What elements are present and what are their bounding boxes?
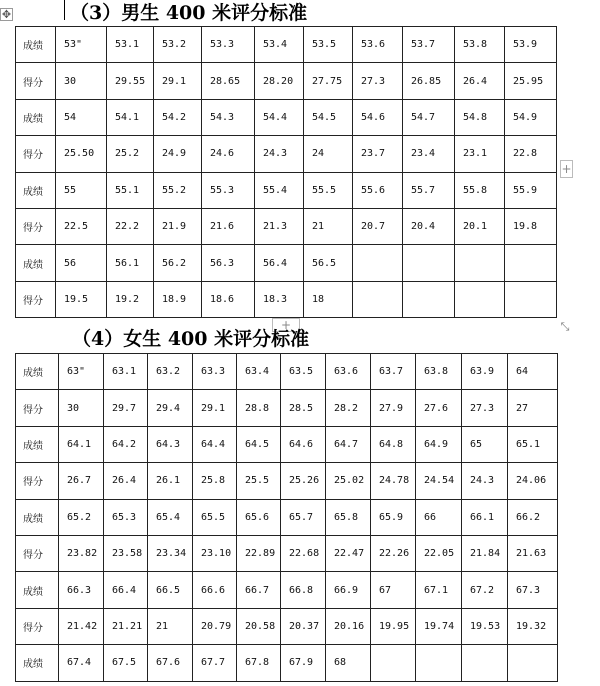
table-cell: 28.2 — [326, 390, 371, 426]
table-cell: 18.9 — [154, 281, 202, 317]
table-cell: 22.89 — [237, 535, 281, 571]
table-row — [16, 172, 557, 208]
row-label-cell: 得分 — [16, 390, 59, 426]
table-cell — [353, 245, 403, 281]
table-cell: 23.1 — [455, 136, 505, 172]
table-cell: 64.7 — [326, 426, 371, 462]
table-cell: 21 — [304, 208, 353, 244]
row-label-cell: 成绩 — [16, 354, 59, 390]
table-cell: 22.47 — [326, 535, 371, 571]
table-cell: 66.3 — [59, 572, 104, 608]
table-cell: 63.5 — [281, 354, 326, 390]
table-cell: 54 — [56, 99, 107, 135]
row-label-cell: 得分 — [16, 63, 56, 99]
table-cell: 66 — [416, 499, 462, 535]
table-row — [16, 99, 557, 135]
table-row — [16, 608, 558, 644]
table-move-handle-icon[interactable]: ✥ — [1, 8, 12, 21]
table-cell: 65.8 — [326, 499, 371, 535]
table-cell: 20.79 — [193, 608, 237, 644]
table-cell: 66.7 — [237, 572, 281, 608]
table-cell: 66.2 — [508, 499, 558, 535]
table-cell: 27.3 — [353, 63, 403, 99]
table-cell: 55.9 — [505, 172, 557, 208]
table-cell: 67.7 — [193, 645, 237, 681]
table-cell — [416, 645, 462, 681]
table-cell: 67.4 — [59, 645, 104, 681]
table-cell: 20.1 — [455, 208, 505, 244]
table-cell: 28.8 — [237, 390, 281, 426]
table-cell: 23.4 — [403, 136, 455, 172]
table-cell: 66.5 — [148, 572, 193, 608]
table-cell: 63.6 — [326, 354, 371, 390]
table-cell: 55.4 — [255, 172, 304, 208]
table-cell: 19.53 — [462, 608, 508, 644]
table-cell: 55.3 — [202, 172, 255, 208]
table-cell: 55.6 — [353, 172, 403, 208]
table-row — [16, 463, 558, 499]
table-cell: 64.4 — [193, 426, 237, 462]
table-cell: 56.5 — [304, 245, 353, 281]
table-cell: 26.85 — [403, 63, 455, 99]
table-row — [16, 63, 557, 99]
table-row — [16, 390, 558, 426]
table-cell: 25.2 — [107, 136, 154, 172]
row-label-cell: 成绩 — [16, 426, 59, 462]
table-cell: 30 — [59, 390, 104, 426]
table-cell: 53.9 — [505, 27, 557, 63]
table-row — [16, 426, 558, 462]
table-cell: 19.95 — [371, 608, 416, 644]
female-400m-score-table — [15, 353, 558, 682]
table-cell: 19.2 — [107, 281, 154, 317]
table-cell: 54.9 — [505, 99, 557, 135]
table-cell: 21.63 — [508, 535, 558, 571]
table-cell: 67.1 — [416, 572, 462, 608]
row-label-cell: 成绩 — [16, 572, 59, 608]
table-cell: 53.6 — [353, 27, 403, 63]
table-cell — [403, 281, 455, 317]
table-row — [16, 27, 557, 63]
table-cell: 23.7 — [353, 136, 403, 172]
table-cell: 20.58 — [237, 608, 281, 644]
table-cell: 19.5 — [56, 281, 107, 317]
table-cell: 65.4 — [148, 499, 193, 535]
table-cell: 24.3 — [255, 136, 304, 172]
table-cell: 25.26 — [281, 463, 326, 499]
table-row — [16, 645, 558, 681]
table-cell: 63.2 — [148, 354, 193, 390]
table-cell: 21 — [148, 608, 193, 644]
table-cell: 21.21 — [104, 608, 148, 644]
row-label-cell: 得分 — [16, 608, 59, 644]
table-cell: 21.6 — [202, 208, 255, 244]
table-cell: 67.2 — [462, 572, 508, 608]
table-cell: 23.58 — [104, 535, 148, 571]
table-cell: 63.7 — [371, 354, 416, 390]
table-cell: 27.75 — [304, 63, 353, 99]
table-cell: 65.5 — [193, 499, 237, 535]
table-cell: 53.7 — [403, 27, 455, 63]
table-cell: 66.8 — [281, 572, 326, 608]
table-cell: 30 — [56, 63, 107, 99]
table-row — [16, 281, 557, 317]
table-cell: 55.1 — [107, 172, 154, 208]
table-row — [16, 572, 558, 608]
table-cell: 20.4 — [403, 208, 455, 244]
row-label-cell: 成绩 — [16, 499, 59, 535]
table-cell: 29.7 — [104, 390, 148, 426]
table-cell: 19.8 — [505, 208, 557, 244]
table-cell: 20.37 — [281, 608, 326, 644]
table-cell — [505, 245, 557, 281]
add-row-plus-icon[interactable]: + — [272, 318, 300, 332]
table-cell: 54.2 — [154, 99, 202, 135]
table-cell: 53.1 — [107, 27, 154, 63]
table-cell — [505, 281, 557, 317]
table-cell: 24.54 — [416, 463, 462, 499]
table-cell: 64.8 — [371, 426, 416, 462]
table-cell: 27.6 — [416, 390, 462, 426]
table-cell: 64.1 — [59, 426, 104, 462]
table-cell — [403, 245, 455, 281]
text-cursor — [64, 0, 65, 20]
table-cell: 22.2 — [107, 208, 154, 244]
table-cell: 28.20 — [255, 63, 304, 99]
table-cell: 54.3 — [202, 99, 255, 135]
table-cell: 55.8 — [455, 172, 505, 208]
table-cell: 28.5 — [281, 390, 326, 426]
table-cell: 53.4 — [255, 27, 304, 63]
table-cell: 26.4 — [455, 63, 505, 99]
table-cell: 22.5 — [56, 208, 107, 244]
table-cell — [455, 245, 505, 281]
table-cell: 18 — [304, 281, 353, 317]
table-cell: 54.4 — [255, 99, 304, 135]
table-cell: 25.50 — [56, 136, 107, 172]
table-cell: 66.4 — [104, 572, 148, 608]
table-cell: 22.68 — [281, 535, 326, 571]
table-cell — [371, 645, 416, 681]
table-cell: 63" — [59, 354, 104, 390]
table-cell: 67.8 — [237, 645, 281, 681]
row-label-cell: 成绩 — [16, 645, 59, 681]
table-cell: 26.1 — [148, 463, 193, 499]
table-cell: 26.4 — [104, 463, 148, 499]
table-cell: 18.6 — [202, 281, 255, 317]
row-label-cell: 得分 — [16, 208, 56, 244]
table-cell: 65.6 — [237, 499, 281, 535]
table-cell: 21.3 — [255, 208, 304, 244]
table-resize-icon[interactable]: ⤡ — [560, 320, 570, 333]
table-cell: 24.78 — [371, 463, 416, 499]
table-cell: 65 — [462, 426, 508, 462]
table-cell: 63.4 — [237, 354, 281, 390]
row-label-cell: 成绩 — [16, 245, 56, 281]
table-cell: 64.6 — [281, 426, 326, 462]
table-cell: 25.02 — [326, 463, 371, 499]
table-cell: 24.9 — [154, 136, 202, 172]
table-row — [16, 354, 558, 390]
table-cell: 29.1 — [154, 63, 202, 99]
row-label-cell: 得分 — [16, 535, 59, 571]
table-cell: 54.1 — [107, 99, 154, 135]
add-column-plus-icon[interactable]: + — [561, 162, 572, 176]
table-cell: 20.7 — [353, 208, 403, 244]
table-cell: 29.55 — [107, 63, 154, 99]
table-cell — [353, 281, 403, 317]
table-cell: 66.9 — [326, 572, 371, 608]
table-cell: 21.84 — [462, 535, 508, 571]
table-cell: 64.3 — [148, 426, 193, 462]
table-cell: 55.2 — [154, 172, 202, 208]
table-cell: 19.74 — [416, 608, 462, 644]
table-cell: 53.5 — [304, 27, 353, 63]
table-cell: 18.3 — [255, 281, 304, 317]
table-cell: 54.7 — [403, 99, 455, 135]
table-cell: 63.3 — [193, 354, 237, 390]
table-cell: 64 — [508, 354, 558, 390]
table-cell: 22.05 — [416, 535, 462, 571]
table-cell: 66.6 — [193, 572, 237, 608]
table-cell: 65.9 — [371, 499, 416, 535]
table-cell: 19.32 — [508, 608, 558, 644]
table-cell: 65.1 — [508, 426, 558, 462]
table-cell: 67.9 — [281, 645, 326, 681]
table-cell: 23.82 — [59, 535, 104, 571]
table-cell: 54.8 — [455, 99, 505, 135]
table-cell: 53.8 — [455, 27, 505, 63]
table-cell: 65.2 — [59, 499, 104, 535]
table-row — [16, 535, 558, 571]
row-label-cell: 得分 — [16, 136, 56, 172]
table-cell — [455, 281, 505, 317]
row-label-cell: 得分 — [16, 463, 59, 499]
table-cell: 26.7 — [59, 463, 104, 499]
table-cell: 53.2 — [154, 27, 202, 63]
table-cell: 29.1 — [193, 390, 237, 426]
table-cell: 56 — [56, 245, 107, 281]
row-label-cell: 成绩 — [16, 99, 56, 135]
table-cell: 64.5 — [237, 426, 281, 462]
table-cell: 22.8 — [505, 136, 557, 172]
table-cell: 24 — [304, 136, 353, 172]
table-cell: 63.8 — [416, 354, 462, 390]
table-cell: 20.16 — [326, 608, 371, 644]
table-cell: 29.4 — [148, 390, 193, 426]
table-cell: 22.26 — [371, 535, 416, 571]
table-cell: 23.34 — [148, 535, 193, 571]
table-cell: 67.3 — [508, 572, 558, 608]
table-cell: 27.9 — [371, 390, 416, 426]
table-cell: 55.7 — [403, 172, 455, 208]
table-row — [16, 136, 557, 172]
table-cell: 25.8 — [193, 463, 237, 499]
table-cell: 21.42 — [59, 608, 104, 644]
table-cell: 23.10 — [193, 535, 237, 571]
table-cell: 65.3 — [104, 499, 148, 535]
section-title-male-400m: （3）男生 400 米评分标准 — [70, 2, 308, 24]
table-row — [16, 245, 557, 281]
table-cell: 68 — [326, 645, 371, 681]
table-cell: 67.5 — [104, 645, 148, 681]
table-cell — [508, 645, 558, 681]
table-cell: 67.6 — [148, 645, 193, 681]
table-cell: 25.5 — [237, 463, 281, 499]
table-cell: 28.65 — [202, 63, 255, 99]
table-cell: 24.3 — [462, 463, 508, 499]
table-row — [16, 499, 558, 535]
table-cell: 27.3 — [462, 390, 508, 426]
table-row — [16, 208, 557, 244]
row-label-cell: 成绩 — [16, 27, 56, 63]
table-cell: 63.1 — [104, 354, 148, 390]
table-cell: 56.4 — [255, 245, 304, 281]
male-400m-score-table — [15, 26, 557, 318]
table-cell: 55 — [56, 172, 107, 208]
table-cell: 24.6 — [202, 136, 255, 172]
table-cell: 53" — [56, 27, 107, 63]
row-label-cell: 得分 — [16, 281, 56, 317]
table-cell: 24.06 — [508, 463, 558, 499]
table-cell: 64.9 — [416, 426, 462, 462]
table-cell: 64.2 — [104, 426, 148, 462]
table-cell: 65.7 — [281, 499, 326, 535]
table-cell: 21.9 — [154, 208, 202, 244]
table-cell: 25.95 — [505, 63, 557, 99]
row-label-cell: 成绩 — [16, 172, 56, 208]
table-cell: 27 — [508, 390, 558, 426]
table-cell: 54.5 — [304, 99, 353, 135]
table-cell: 56.2 — [154, 245, 202, 281]
table-cell: 56.3 — [202, 245, 255, 281]
table-cell: 54.6 — [353, 99, 403, 135]
section-title-female-400m: （4）女生 400 米评分标准 — [72, 328, 310, 350]
table-cell: 55.5 — [304, 172, 353, 208]
table-cell — [462, 645, 508, 681]
table-cell: 67 — [371, 572, 416, 608]
table-cell: 53.3 — [202, 27, 255, 63]
table-cell: 66.1 — [462, 499, 508, 535]
table-cell: 63.9 — [462, 354, 508, 390]
table-cell: 56.1 — [107, 245, 154, 281]
